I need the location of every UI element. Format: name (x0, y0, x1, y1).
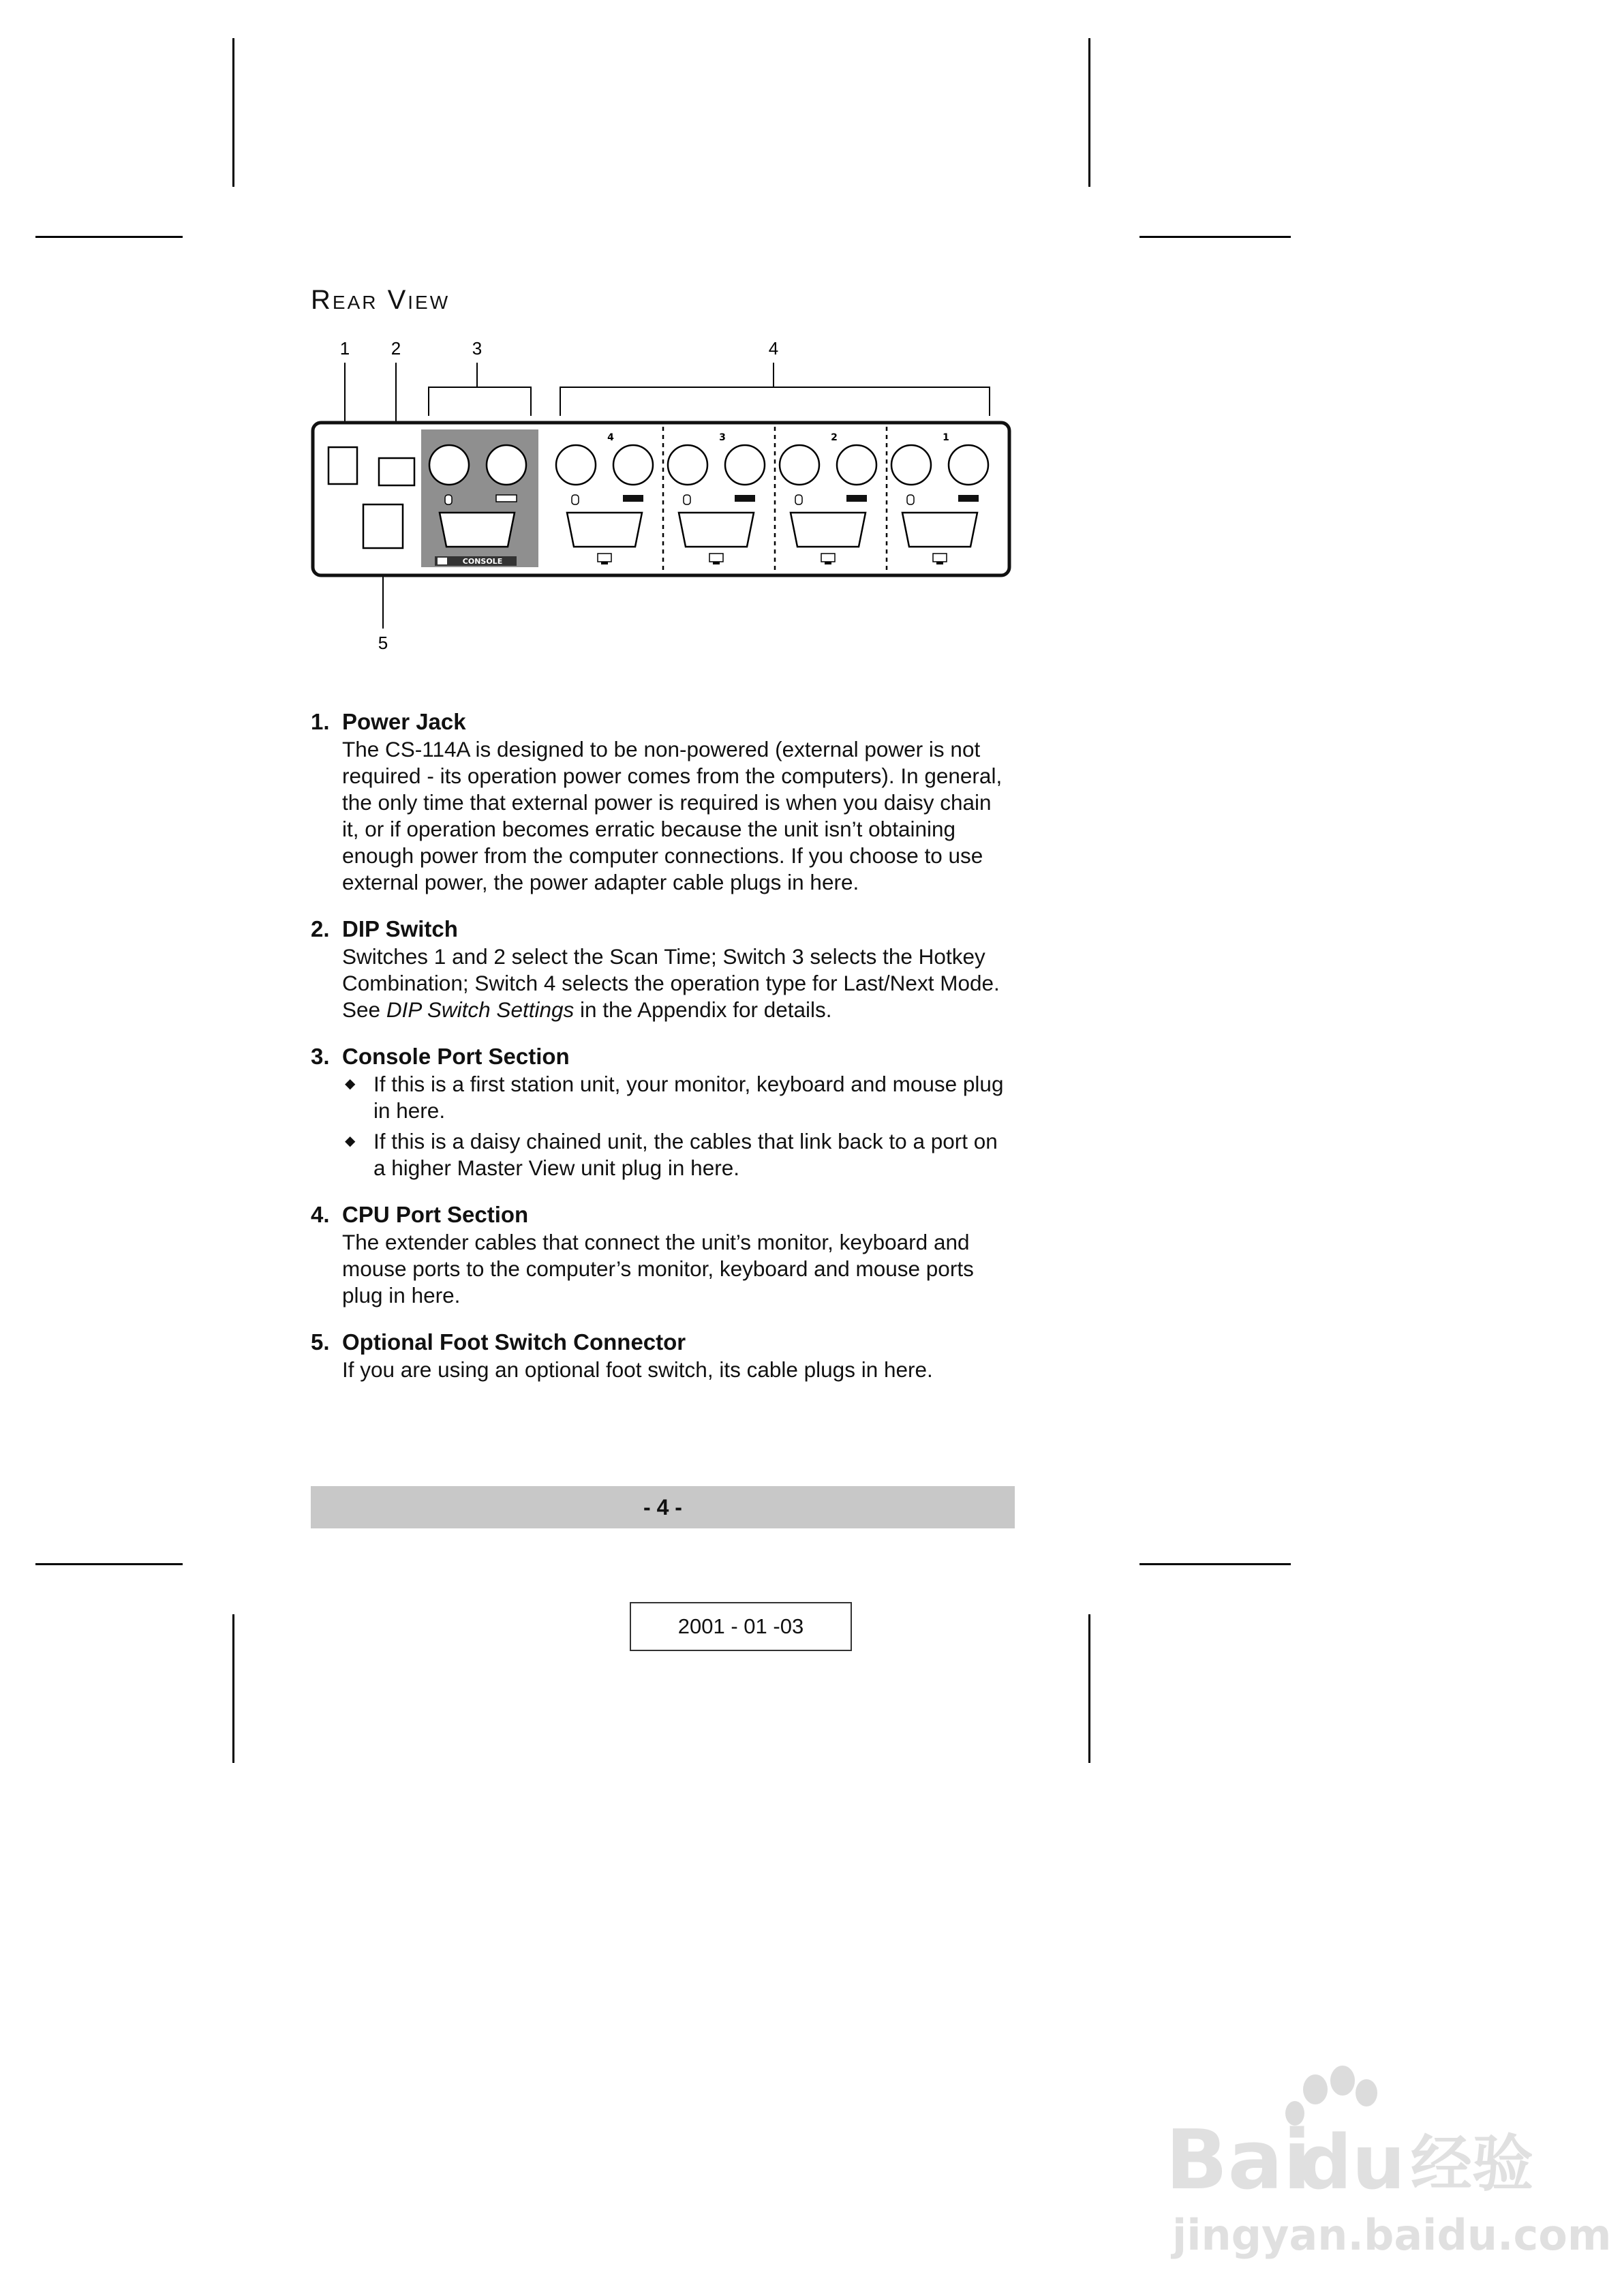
port-number: 4 (607, 432, 614, 443)
diamond-bullet-icon: ◆ (345, 1076, 356, 1091)
port-number: 3 (719, 432, 726, 443)
watermark-cn: 经验 (1411, 2128, 1533, 2200)
monitor-stand (601, 562, 608, 564)
rear-view-diagram (300, 334, 1015, 668)
port-number: 1 (943, 432, 949, 443)
cpu-mouse-port (556, 445, 596, 485)
item-number: 1. (311, 709, 330, 734)
monitor-stand (713, 562, 720, 564)
keyboard-icon (846, 495, 867, 502)
bullet-text: If this is a first station unit, your monitor, keyboard and mouse plug in here. (373, 1072, 1004, 1123)
keyboard-icon (735, 495, 755, 502)
item-body: The extender cables that connect the unit’s monitor, keyboard and mouse ports to the computer’s monitor, keyboard and mouse ports plug in here. (342, 1230, 974, 1308)
monitor-stand (825, 562, 831, 564)
item-title: Power Jack (342, 709, 466, 734)
keyboard-icon (958, 495, 979, 502)
cpu-vga-port (791, 513, 866, 547)
watermark-brand: Bai (1165, 2113, 1311, 2208)
list-item (311, 708, 1006, 896)
date-stamp: 2001 - 01 -03 (630, 1602, 852, 1651)
appendix-reference: DIP Switch Settings (386, 997, 575, 1022)
item-title: CPU Port Section (342, 1202, 529, 1227)
crop-mark (1139, 236, 1291, 238)
console-vga-port (440, 513, 515, 547)
mouse-icon (907, 495, 914, 504)
mouse-icon (572, 495, 579, 504)
item-body (342, 943, 1006, 1023)
crop-mark (232, 1614, 234, 1763)
cpu-keyboard-port (949, 445, 988, 485)
page-number: - 4 - (643, 1494, 682, 1520)
keyboard-icon (623, 495, 643, 502)
bullet-list (342, 1071, 1006, 1181)
item-title: Optional Foot Switch Connector (342, 1329, 686, 1355)
item-body-text: Switches 1 and 2 select the Scan Time; Switch 3 selects the Hotkey Combination; Switch 4 selects the operation type for Last/Next Mode. See (342, 944, 1000, 1022)
item-number: 2. (311, 916, 330, 941)
bullet-item (342, 1128, 1006, 1181)
monitor-icon (598, 554, 611, 562)
cpu-keyboard-port (837, 445, 876, 485)
foot-switch-connector (363, 504, 403, 548)
monitor-icon (709, 554, 723, 562)
port-number: 2 (831, 432, 838, 443)
monitor-icon (821, 554, 835, 562)
monitor-stand (936, 562, 943, 564)
cpu-mouse-port (780, 445, 819, 485)
item-number: 3. (311, 1044, 330, 1069)
bullet-item (342, 1071, 1006, 1124)
baidu-watermark (1159, 2066, 1612, 2270)
cpu-mouse-port (668, 445, 707, 485)
cpu-keyboard-port (725, 445, 765, 485)
crop-mark (35, 1563, 183, 1565)
console-label: CONSOLE (462, 557, 503, 566)
crop-mark (1088, 38, 1090, 187)
callout-5: 5 (378, 633, 388, 653)
list-item (311, 915, 1006, 1023)
console-mouse-port (429, 445, 469, 485)
diamond-bullet-icon: ◆ (345, 1134, 356, 1149)
cpu-keyboard-port (613, 445, 653, 485)
crop-mark (232, 38, 234, 187)
page-number-bar (311, 1486, 1015, 1528)
bullet-text: If this is a daisy chained unit, the cables that link back to a port on a higher Master View unit plug in here. (373, 1129, 998, 1180)
item-list (311, 708, 1006, 1402)
item-body-text: in the Appendix for details. (574, 997, 832, 1022)
list-item (311, 1200, 1006, 1309)
item-number: 5. (311, 1329, 330, 1355)
mouse-icon (684, 495, 690, 504)
power-jack (328, 447, 357, 484)
item-title: Console Port Section (342, 1044, 570, 1069)
item-body: The CS-114A is designed to be non-powered (external power is not required - its operation power comes from the computers). In general, the only time that external power is required is when you daisy chain it, or if operation becomes erratic because the unit isn’t obtaining enough power from the computer connections. If you choose to use external power, the power adapter cable plugs in here. (342, 737, 1003, 894)
dip-switch (379, 458, 414, 485)
item-body: If you are using an optional foot switch, its cable plugs in here. (342, 1357, 933, 1382)
section-heading: Rear View (311, 285, 450, 315)
callout-2: 2 (391, 338, 401, 359)
list-item (311, 1328, 1006, 1383)
callout-1: 1 (339, 338, 350, 359)
list-item (311, 1042, 1006, 1181)
cpu-vga-port (902, 513, 977, 547)
item-title: DIP Switch (342, 916, 458, 941)
cpu-vga-port (567, 513, 642, 547)
crop-mark (35, 236, 183, 238)
callout-4: 4 (768, 338, 779, 359)
watermark-brand-du: du (1298, 2119, 1406, 2206)
crop-mark (1139, 1563, 1291, 1565)
watermark-url: jingyan.baidu.com (1172, 2210, 1612, 2260)
cpu-mouse-port (891, 445, 931, 485)
callout-3: 3 (472, 338, 483, 359)
cpu-vga-port (679, 513, 754, 547)
item-number: 4. (311, 1202, 330, 1227)
crop-mark (1088, 1614, 1090, 1763)
console-keyboard-port (487, 445, 526, 485)
monitor-icon (933, 554, 947, 562)
mouse-icon (795, 495, 802, 504)
